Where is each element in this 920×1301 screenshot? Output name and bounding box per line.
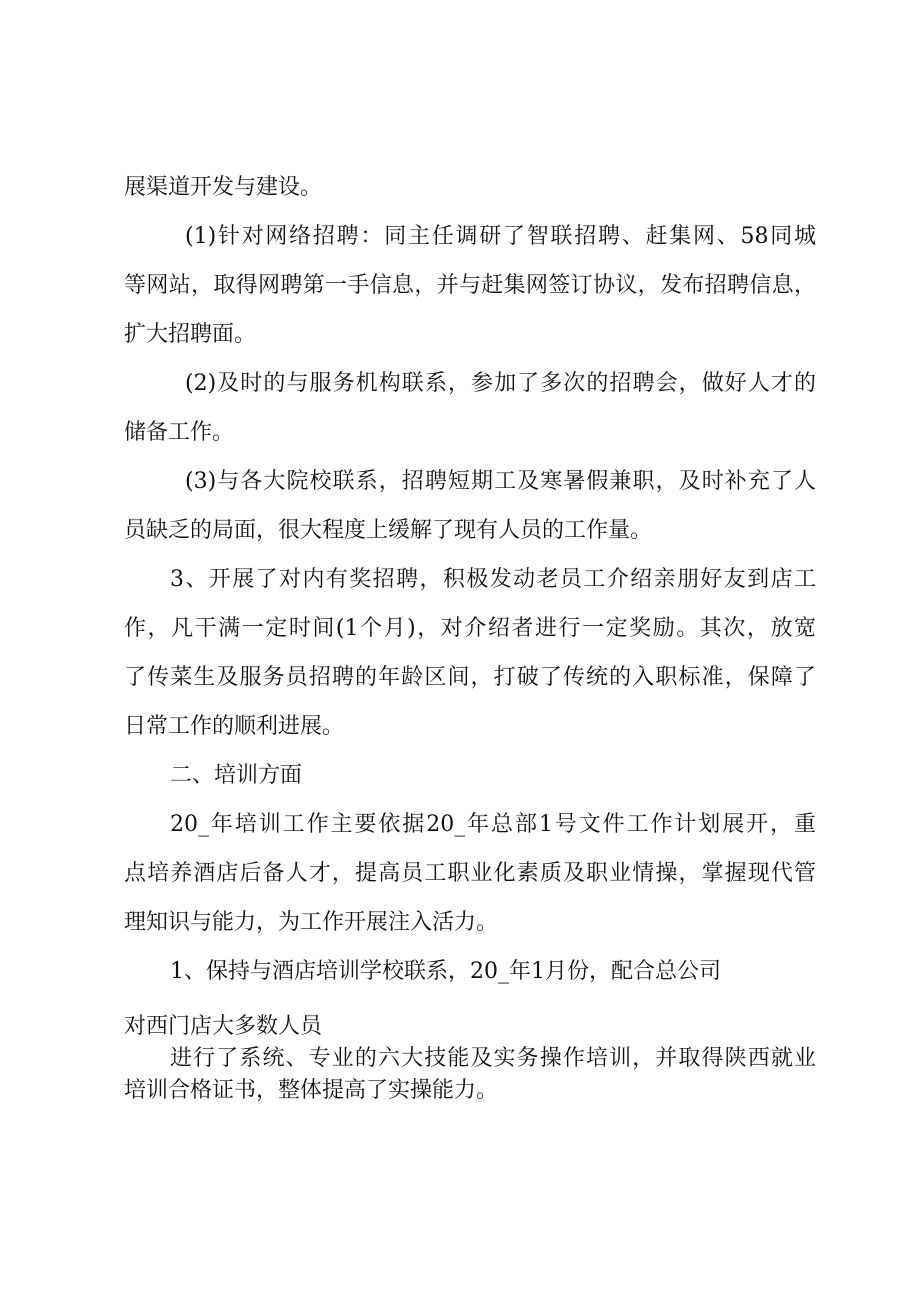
paragraph-line: 员缺乏的局面，很大程度上缓解了现有人员的工作量。	[124, 518, 653, 543]
paragraph-line: 20_年培训工作主要依据20_年总部1号文件工作计划展开，重	[170, 812, 816, 837]
section-heading: 二、培训方面	[170, 763, 303, 788]
paragraph-line: 对西门店大多数人员	[124, 1014, 323, 1039]
paragraph-line: (3)与各大院校联系，招聘短期工及寒暑假兼职，及时补充了人	[185, 469, 816, 494]
paragraph-line: 3、开展了对内有奖招聘，积极发动老员工介绍亲朋好友到店工	[170, 567, 816, 592]
paragraph-line: (2)及时的与服务机构联系，参加了多次的招聘会，做好人才的	[185, 371, 816, 396]
paragraph-line: 培训合格证书，整体提高了实操能力。	[124, 1078, 499, 1103]
paragraph-line: 点培养酒店后备人才，提高员工职业化素质及职业情操，掌握现代管	[124, 861, 816, 886]
paragraph-line: 等网站，取得网聘第一手信息，并与赶集网签订协议，发布招聘信息，	[124, 273, 816, 298]
paragraph-line: 作，凡干满一定时间(1个月)，对介绍者进行一定奖励。其次，放宽	[124, 616, 816, 641]
paragraph-line: 理知识与能力，为工作开展注入活力。	[124, 910, 499, 935]
paragraph-line: 1、保持与酒店培训学校联系，20_年1月份，配合总公司	[170, 959, 721, 984]
paragraph-line: 日常工作的顺利进展。	[124, 714, 345, 739]
paragraph-line: 展渠道开发与建设。	[124, 175, 323, 200]
paragraph-line: 进行了系统、专业的六大技能及实务操作培训，并取得陕西就业	[170, 1046, 816, 1071]
paragraph-line: 扩大招聘面。	[124, 322, 257, 347]
paragraph-line: 了传菜生及服务员招聘的年龄区间，打破了传统的入职标准，保障了	[124, 665, 816, 690]
paragraph-line: (1)针对网络招聘：同主任调研了智联招聘、赶集网、58同城	[185, 224, 816, 249]
paragraph-line: 储备工作。	[124, 420, 235, 445]
